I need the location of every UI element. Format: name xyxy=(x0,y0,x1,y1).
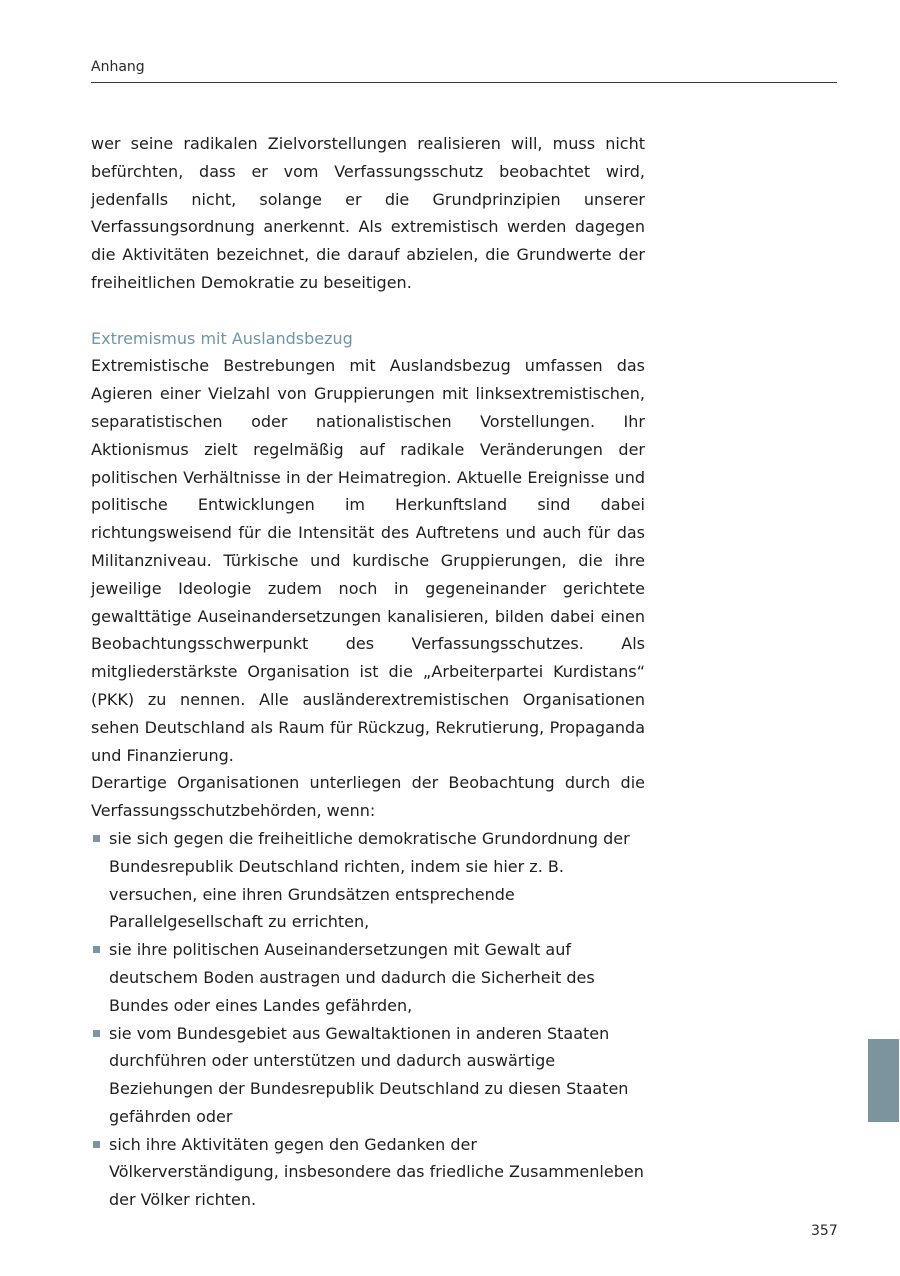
page-body xyxy=(91,130,645,1214)
criteria-item xyxy=(91,936,645,1019)
criteria-item xyxy=(91,1020,645,1131)
criteria-list xyxy=(91,825,645,1214)
chapter-thumb-tab xyxy=(868,1039,899,1122)
square-bullet-icon xyxy=(93,1141,100,1148)
square-bullet-icon xyxy=(93,1030,100,1037)
list-intro: Derartige Organisationen unterliegen der Beobachtung durch die Verfassungsschutzbehörden, wenn: xyxy=(91,773,645,821)
section-paragraph: Extremistische Bestrebungen mit Auslandsbezug umfassen das Agieren einer Vielzahl von Gruppierungen mit linksextremistischen, separatistischen oder nationalistischen Vorstellungen. Ihr Aktionismus zielt regelmäßig auf radikale Veränderungen der politischen Verhältnisse in der Heimatregion. Aktuelle Ereignisse und politische Entwicklungen im Herkunftsland sind dabei richtungsweisend für die Intensität des Auftretens und auch für das Militanzniveau. Türkische und kurdische Gruppierungen, die ihre jeweilige Ideologie zudem noch in gegeneinander gerichtete gewalttätige Auseinandersetzungen kanalisieren, bilden dabei einen Beobachtungsschwerpunkt des Verfassungsschutzes. Als mitgliederstärkste Organisation ist die „Arbeiterpartei Kurdistans“ (PKK) zu nennen. Alle ausländerextremistischen Organisationen sehen Deutschland als Raum für Rückzug, Rekrutierung, Propaganda und Finanzierung. xyxy=(91,356,645,765)
criteria-item-text: sie sich gegen die freiheitliche demokratische Grundordnung der Bundesrepublik Deutschland richten, indem sie hier z. B. versuchen, eine ihren Grundsätzen entsprechende Parallelgesellschaft zu errichten, xyxy=(109,828,630,932)
section-heading: Extremismus mit Auslandsbezug xyxy=(91,328,353,348)
criteria-item-text: sich ihre Aktivitäten gegen den Gedanken der Völkerverständigung, insbesondere das friedliche Zusammenleben der Völker richten. xyxy=(109,1134,644,1210)
square-bullet-icon xyxy=(93,835,100,842)
square-bullet-icon xyxy=(93,946,100,953)
header-title: Anhang xyxy=(91,59,145,75)
criteria-item-text: sie ihre politischen Auseinandersetzungen mit Gewalt auf deutschem Boden austragen und dadurch die Sicherheit des Bundes oder eines Landes gefährden, xyxy=(109,940,595,1015)
intro-paragraph: wer seine radikalen Zielvorstellungen realisieren will, muss nicht befürchten, dass er vom Verfassungsschutz beobachtet wird, jedenfalls nicht, solange er die Grundprinzipien unserer Verfassungsordnung anerkennt. Als extremistisch werden dagegen die Aktivitäten bezeichnet, die darauf abzielen, die Grundwerte der freiheitlichen Demokratie zu beseitigen. xyxy=(91,134,645,292)
criteria-item-text: sie vom Bundesgebiet aus Gewaltaktionen in anderen Staaten durchführen oder unterstützen und dadurch auswärtige Beziehungen der Bundesrepublik Deutschland zu diesen Staaten gefährden oder xyxy=(109,1023,629,1126)
page-number: 357 xyxy=(811,1223,838,1239)
running-header xyxy=(91,58,837,83)
criteria-item xyxy=(91,825,645,936)
criteria-item xyxy=(91,1131,645,1214)
